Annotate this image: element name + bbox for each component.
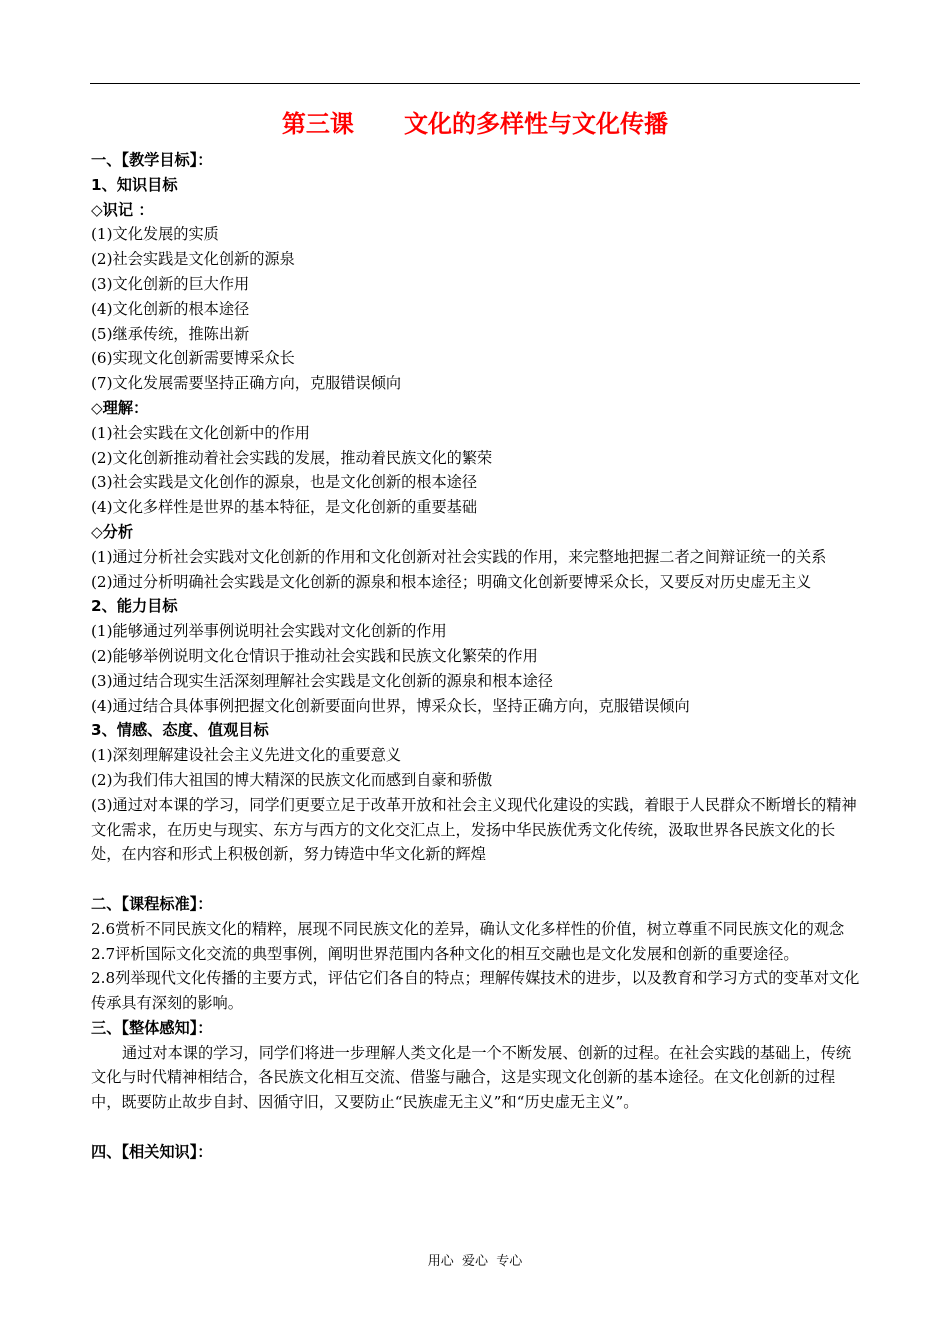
subheading-ability-goals: 2、能力目标 <box>91 597 178 616</box>
section-heading-teaching-goals: 一、【教学目标】： <box>91 151 213 169</box>
list-item: (3)通过结合现实生活深刻理解社会实践是文化创新的源泉和根本途径 <box>91 671 553 690</box>
list-item: (6)实现文化创新需要博采众长 <box>91 349 295 368</box>
body-paragraph: 通过对本课的学习，同学们将进一步理解人类文化是一个不断发展、创新的过程。在社会实践的基础上，传统文化与时代精神相结合，各民族文化相互交流、借鉴与融合，这是实现文化创新的基本途径。在文化创新的过程中，既要防止故步自封、因循守旧，又要防止“民族虚无主义”和“历史虚无主义”。 <box>91 1043 851 1112</box>
page-title: 第三课 文化的多样性与文化传播 <box>281 110 669 138</box>
list-item: (2)能够举例说明文化仓情识于推动社会实践和民族文化繁荣的作用 <box>91 646 538 665</box>
list-item: (2)通过分析明确社会实践是文化创新的源泉和根本途径；明确文化创新要博采众长，又要反对历史虚无主义 <box>91 572 812 591</box>
list-item: (4)文化多样性是世界的基本特征，是文化创新的重要基础 <box>91 498 478 517</box>
list-item: (3)通过对本课的学习，同学们更要立足于改革开放和社会主义现代化建设的实践，着眼于人民群众不断增长的精神文化需求，在历史与现实、东方与西方的文化交汇点上，发扬中华民族优秀文化传统，汲取世界各民族文化的长处，在内容和形式上积极创新，努力铸造中华文化新的辉煌 <box>91 795 857 864</box>
list-item: (2)为我们伟大祖国的博大精深的民族文化而感到自豪和骄傲 <box>91 770 493 789</box>
list-item: (2)文化创新推动着社会实践的发展，推动着民族文化的繁荣 <box>91 448 493 467</box>
list-item: 2.6赏析不同民族文化的精粹，展现不同民族文化的差异，确认文化多样性的价值，树立尊重不同民族文化的观念 <box>91 919 845 938</box>
list-item: 2.8列举现代文化传播的主要方式，评估它们各自的特点；理解传媒技术的进步，以及教育和学习方式的变革对文化传承具有深刻的影响。 <box>91 969 860 1013</box>
spacer <box>91 1115 861 1140</box>
list-item: (1)深刻理解建设社会主义先进文化的重要意义 <box>91 746 402 765</box>
list-item: (3)社会实践是文化创作的源泉，也是文化创新的根本途径 <box>91 473 478 492</box>
list-item: 2.7评析国际文化交流的典型事例，阐明世界范围内各种文化的相互交融也是文化发展和创新的重要途径。 <box>91 944 799 963</box>
page-footer: 用心 爱心 专心 <box>427 1254 523 1269</box>
list-item: (7)文化发展需要坚持正确方向，克服错误倾向 <box>91 374 402 393</box>
document-body <box>91 148 861 1165</box>
label-understand: ◇理解： <box>91 398 149 417</box>
list-item: (3)文化创新的巨大作用 <box>91 274 250 293</box>
list-item: (4)文化创新的根本途径 <box>91 299 250 318</box>
section-heading-related-knowledge: 四、【相关知识】： <box>91 1142 213 1161</box>
subheading-emotion-goals: 3、情感、态度、值观目标 <box>91 721 269 740</box>
list-item: (1)通过分析社会实践对文化创新的作用和文化创新对社会实践的作用，来完整地把握二者之间辩证统一的关系 <box>91 547 827 566</box>
list-item: (1)能够通过列举事例说明社会实践对文化创新的作用 <box>91 622 447 641</box>
list-item: (1)文化发展的实质 <box>91 225 219 244</box>
label-analyze: ◇分析 <box>91 522 134 541</box>
list-item: (1)社会实践在文化创新中的作用 <box>91 423 310 442</box>
subheading-knowledge-goals: 1、知识目标 <box>91 175 178 194</box>
list-item: (2)社会实践是文化创新的源泉 <box>91 250 295 269</box>
section-heading-overall-perception: 三、【整体感知】： <box>91 1018 213 1037</box>
label-memorize: ◇识记 ： <box>91 200 154 219</box>
spacer <box>91 867 861 892</box>
section-heading-curriculum-standards: 二、【课程标准】： <box>91 894 213 913</box>
list-item: (4)通过结合具体事例把握文化创新要面向世界，博采众长，坚持正确方向，克服错误倾向 <box>91 696 690 715</box>
list-item: (5)继承传统，推陈出新 <box>91 324 250 343</box>
header-rule <box>90 83 860 84</box>
